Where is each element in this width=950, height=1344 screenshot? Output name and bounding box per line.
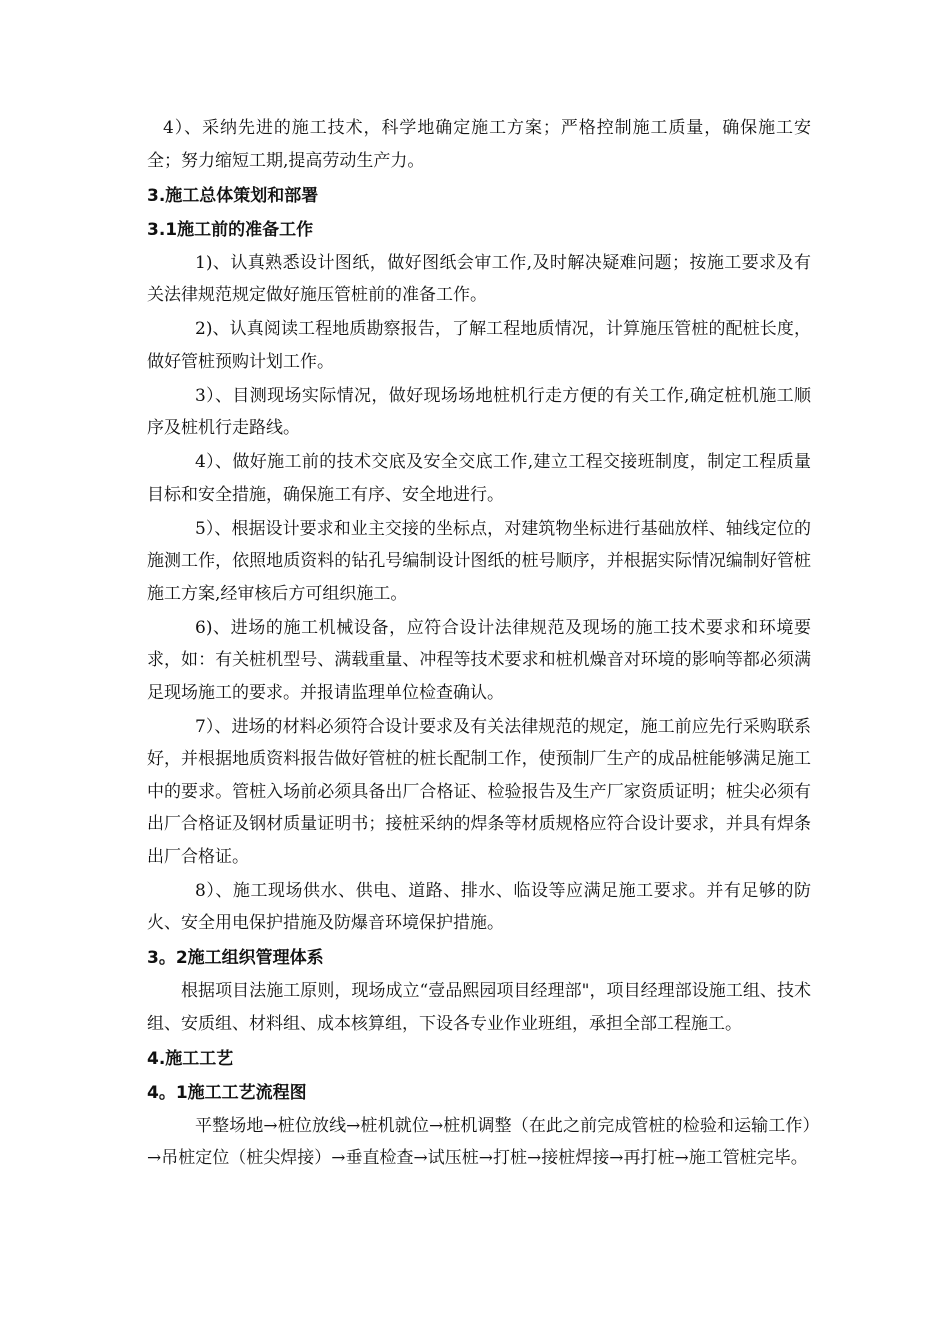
paragraph-prep-4: 4）、做好施工前的技术交底及安全交底工作,建立工程交接班制度，制定工程质量目标和安全措施，确保施工有序、安全地进行。 — [147, 452, 811, 505]
paragraph-prep-6: 6)、进场的施工机械设备，应符合设计法律规范及现场的施工技术要求和环境要求，如：有关桩机型号、满载重量、冲程等技术要求和桩机燥音对环境的影响等都必须满足现场施工的要求。并报请监理单位检查确认。 — [147, 617, 811, 703]
heading-section-4: 4.施工工艺 — [147, 1048, 234, 1069]
paragraph-prep-8: 8）、施工现场供水、供电、道路、排水、临设等应满足施工要求。并有足够的防火、安全用电保护措施及防爆音环境保护措施。 — [147, 880, 811, 933]
paragraph-prep-1: 1)、认真熟悉设计图纸，做好图纸会审工作,及时解决疑难问题；按施工要求及有关法律规范规定做好施压管桩前的准备工作。 — [147, 252, 811, 305]
heading-section-3-1: 3.1施工前的准备工作 — [147, 219, 314, 240]
document-body — [147, 112, 811, 1176]
heading-section-3: 3.施工总体策划和部署 — [147, 185, 319, 206]
paragraph-prep-3: 3）、目测现场实际情况，做好现场场地桩机行走方便的有关工作,确定桩机施工顺序及桩机行走路线。 — [147, 385, 811, 438]
paragraph-prep-5: 5）、根据设计要求和业主交接的坐标点，对建筑物坐标进行基础放样、轴线定位的施测工作，依照地质资料的钻孔号编制设计图纸的桩号顺序，并根据实际情况编制好管桩施工方案,经审核后方可组织施工。 — [147, 518, 811, 604]
paragraph-organization: 根据项目法施工原则，现场成立“壹品熙园项目经理部"，项目经理部设施工组、技术组、安质组、材料组、成本核算组，下设各专业作业班组，承担全部工程施工。 — [147, 981, 811, 1034]
heading-section-4-1: 4。1施工工艺流程图 — [147, 1082, 307, 1103]
paragraph-prep-7: 7）、进场的材料必须符合设计要求及有关法律规范的规定，施工前应先行采购联系好，并根据地质资料报告做好管桩的桩长配制工作，使预制厂生产的成品桩能够满足施工中的要求。管桩入场前必须具备出厂合格证、检验报告及生产厂家资质证明；桩尖必须有出厂合格证及钢材质量证明书；接桩采纳的焊条等材质规格应符合设计要求，并具有焊条出厂合格证。 — [147, 716, 811, 867]
paragraph-process-flow: 平整场地→桩位放线→桩机就位→桩机调整（在此之前完成管桩的检验和运输工作）→吊桩定位（桩尖焊接）→垂直检查→试压桩→打桩→接桩焊接→再打桩→施工管桩完毕。 — [147, 1115, 811, 1168]
paragraph-principle-4: 4）、采纳先进的施工技术，科学地确定施工方案；严格控制施工质量，确保施工安全；努力缩短工期,提高劳动生产力。 — [147, 118, 811, 171]
heading-section-3-2: 3。2施工组织管理体系 — [147, 948, 324, 968]
paragraph-prep-2: 2)、认真阅读工程地质勘察报告，了解工程地质情况，计算施压管桩的配桩长度，做好管桩预购计划工作。 — [147, 319, 811, 372]
